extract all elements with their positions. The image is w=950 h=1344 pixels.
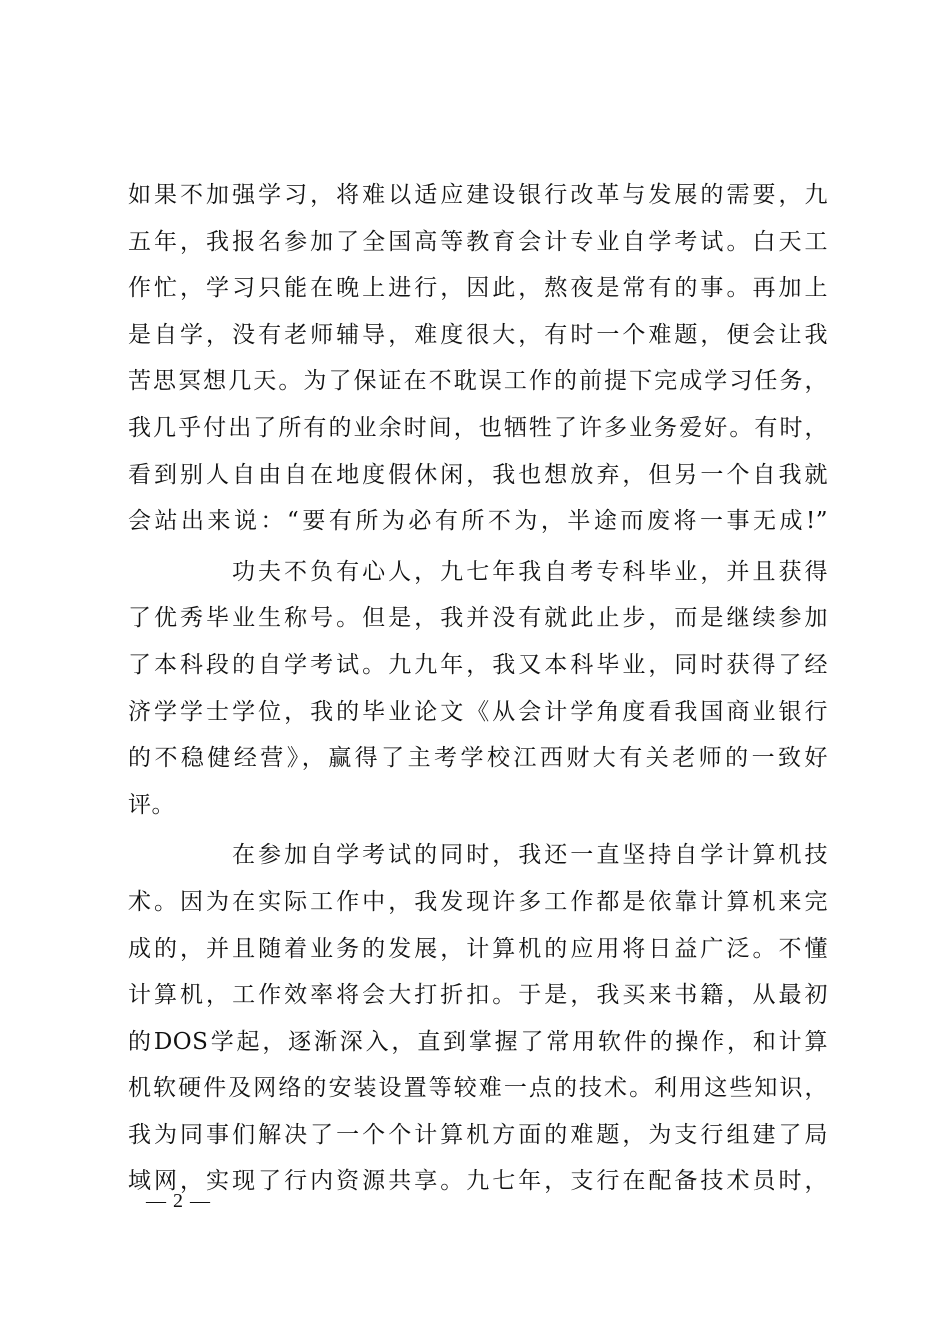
text-line: 苦思冥想几天。为了保证在不耽误工作的前提下完成学习任务， — [128, 368, 828, 395]
text-line: 机软硬件及网络的安装设置等较难一点的技术。利用这些知识， — [128, 1075, 828, 1102]
text-line: 计算机，工作效率将会大打折扣。于是，我买来书籍，从最初 — [128, 982, 828, 1009]
paragraph-2 — [128, 549, 828, 829]
text-line: 我为同事们解决了一个个计算机方面的难题，为支行组建了局 — [128, 1121, 828, 1148]
text-line: 术。因为在实际工作中，我发现许多工作都是依靠计算机来完 — [128, 888, 828, 915]
text-line: 了本科段的自学考试。九九年，我又本科毕业，同时获得了经 — [128, 651, 828, 678]
text-line: 的不稳健经营》，赢得了主考学校江西财大有关老师的一致好 — [128, 745, 828, 772]
text-line: 济学学士学位，我的毕业论文《从会计学角度看我国商业银行 — [128, 698, 828, 725]
paragraph-1 — [128, 172, 828, 545]
text-line: 我几乎付出了所有的业余时间，也牺牲了许多业务爱好。有时， — [128, 414, 828, 441]
text-line: 会站出来说：“要有所为必有所不为，半途而废将一事无成!” — [128, 508, 828, 535]
text-line: 是自学，没有老师辅导，难度很大，有时一个难题，便会让我 — [128, 321, 828, 348]
text-line: 成的，并且随着业务的发展，计算机的应用将日益广泛。不懂 — [128, 935, 828, 962]
text-line: 域网，实现了行内资源共享。九七年，支行在配备技术员时， — [128, 1168, 828, 1195]
text-line: 如果不加强学习，将难以适应建设银行改革与发展的需要，九 — [128, 182, 828, 208]
text-line: 的DOS学起，逐渐深入，直到掌握了常用软件的操作，和计算 — [128, 1028, 828, 1055]
text-line: 作忙，学习只能在晚上进行，因此，熬夜是常有的事。再加上 — [128, 275, 828, 302]
text-line-indented: 功夫不负有心人，九七年我自考专科毕业，并且获得 — [232, 558, 828, 585]
body-text — [128, 172, 828, 1205]
paragraph-3 — [128, 832, 828, 1205]
text-line-last: 评。 — [128, 791, 175, 818]
text-line-indented: 在参加自学考试的同时，我还一直坚持自学计算机技 — [232, 842, 828, 869]
text-line: 五年，我报名参加了全国高等教育会计专业自学考试。白天工 — [128, 228, 828, 255]
text-line: 看到别人自由自在地度假休闲，我也想放弃，但另一个自我就 — [128, 461, 828, 488]
page-number: — 2 — — [146, 1190, 211, 1212]
text-line: 了优秀毕业生称号。但是，我并没有就此止步，而是继续参加 — [128, 605, 828, 632]
